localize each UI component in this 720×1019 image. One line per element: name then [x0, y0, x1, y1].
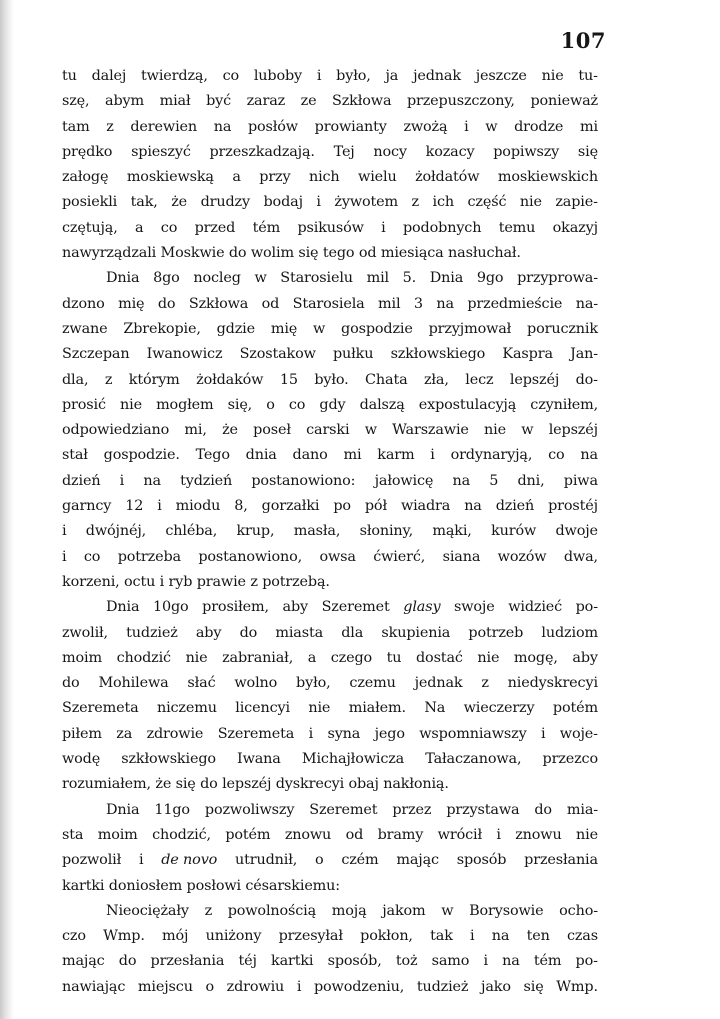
text-line: Dnia 8go nocleg w Starosielu mil 5. Dnia 9go przyprowa- [106, 270, 598, 287]
text-line: kartki doniosłem posłowi césarskiemu: [62, 877, 340, 894]
text-line: Dnia 11go pozwoliwszy Szeremet przez przystawa do mia- [106, 801, 598, 818]
text-line: i dwójnéj, chléba, krup, masła, słoniny, mąki, kurów dwoje [62, 523, 598, 540]
text-line: dla, z którym żołdaków 15 było. Chata zła, lecz lepszéj do- [62, 371, 598, 388]
text-line: prędko spieszyć przeszkadzają. Tej nocy kozacy popiwszy się [62, 143, 598, 160]
text-line: rozumiałem, że się do lepszéj dyskrecyi obaj nakłonią. [62, 776, 449, 793]
text-line: garncy 12 i miodu 8, gorzałki po pół wiadra na dzień prostéj [62, 498, 598, 515]
text-line: zwane Zbrekopie, gdzie mię w gospodzie przyjmował porucznik [62, 320, 598, 337]
book-spine-shadow [0, 0, 14, 1019]
text-line: Dnia 10go prosiłem, aby Szeremet glasy swoje widzieć po- [106, 599, 598, 616]
text-line: stał gospodzie. Tego dnia dano mi karm i ordynaryją, co na [62, 447, 598, 464]
text-line: Szeremeta niczemu licencyi nie miałem. Na wieczerzy potém [62, 700, 598, 717]
text-line: sta moim chodzić, potém znowu od bramy wrócił i znowu nie [62, 826, 598, 843]
text-line: wodę szkłowskiego Iwana Michajłowicza Tałaczanowa, przezco [62, 751, 598, 768]
text-line: prosić nie mogłem się, o co gdy dalszą expostulacyją czyniłem, [62, 396, 598, 413]
text-line: dzono mię do Szkłowa od Starosiela mil 3 na przedmieście na- [62, 295, 598, 312]
page-number: 107 [560, 28, 606, 53]
text-line: moim chodzić nie zabraniał, a czego tu dostać nie mogę, aby [62, 649, 598, 666]
text-line: pozwolił i de novo utrudnił, o czém mając sposób przesłania [62, 852, 598, 869]
text-line: i co potrzeba postanowiono, owsa ćwierć, siana wozów dwa, [62, 548, 598, 565]
text-line: do Mohilewa słać wolno było, czemu jednak z niedyskrecyi [62, 675, 598, 692]
text-line: załogę moskiewską a przy nich wielu żołdatów moskiewskich [62, 169, 598, 186]
text-line: szę, abym miał być zaraz ze Szkłowa przepuszczony, ponieważ [62, 93, 598, 110]
text-line: tu dalej twierdzą, co luboby i było, ja jednak jeszcze nie tu- [62, 68, 598, 84]
text-line: Szczepan Iwanowicz Szostakow pułku szkłowskiego Kaspra Jan- [62, 346, 598, 363]
text-line: Nieociężały z powolnością moją jakom w Borysowie ocho- [106, 902, 598, 919]
text-line: nawiając miejscu o zdrowiu i powodzeniu, tudzież jako się Wmp. [62, 978, 598, 995]
text-line: zwolił, tudzież aby do miasta dla skupienia potrzeb ludziom [62, 624, 598, 641]
text-line: korzeni, octu i ryb prawie z potrzebą. [62, 573, 330, 590]
text-line: nawyrządzali Moskwie do wolim się tego od miesiąca nasłuchał. [62, 245, 521, 262]
text-line: posiekli tak, że drudzy bodaj i żywotem z ich część nie zapie- [62, 194, 598, 211]
text-line: piłem za zdrowie Szeremeta i syna jego wspomniawszy i woje- [62, 725, 598, 742]
text-line: czętują, a co przed tém psikusów i podobnych temu okazyj [62, 219, 598, 236]
text-line: tam z derewien na posłów prowianty zwożą i w drodze mi [62, 118, 598, 135]
page-text-body [62, 64, 598, 1000]
text-line: mając do przesłania téj kartki sposób, toż samo i na tém po- [62, 953, 598, 970]
text-line: dzień i na tydzień postanowiono: jałowicę na 5 dni, piwa [62, 472, 598, 489]
text-line: czo Wmp. mój uniżony przesyłał pokłon, tak i na ten czas [62, 928, 598, 945]
text-line: odpowiedziano mi, że poseł carski w Warszawie nie w lepszéj [62, 422, 598, 439]
